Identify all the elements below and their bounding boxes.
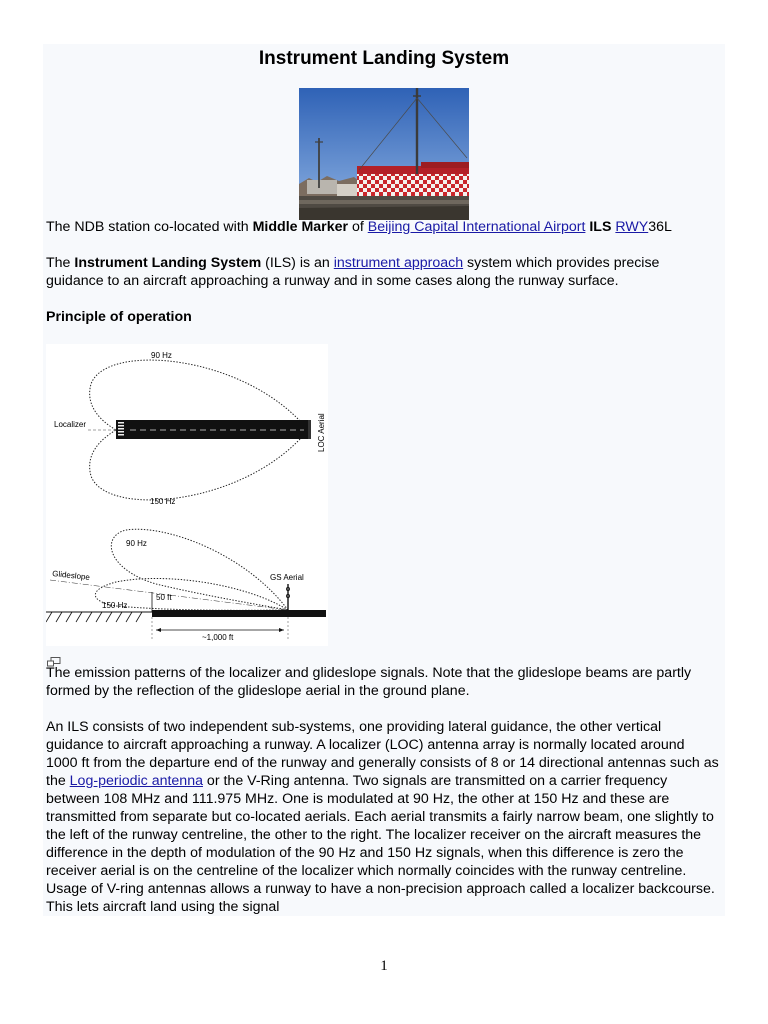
fifty-ft-label: 50 ft (156, 593, 172, 602)
glideslope-label: Glideslope (51, 569, 91, 582)
ndb-station-photo (299, 88, 469, 220)
body-text: An ILS consists of two independent sub-systems, one providing lateral guidance, the other vertical guidance to aircraft approaching a runway. A localizer (LOC) antenna array is normally located around 1000 ft from the departure end of the runway and generally consists of 8 or 14 directional antennas such as the (46, 719, 719, 789)
gs-aerial-label: GS Aerial (270, 573, 304, 582)
localizer-label: Localizer (54, 420, 87, 429)
page-number: 1 (380, 958, 388, 974)
intro-text: (ILS) is an (261, 255, 334, 271)
bottom-90hz-label: 90 Hz (126, 539, 147, 548)
bottom-150hz-label: 150 Hz (102, 601, 128, 610)
enlarge-icon[interactable] (47, 654, 61, 664)
caption-text: The NDB station co-located with (46, 219, 253, 235)
page-title: Instrument Landing System (258, 48, 510, 69)
intro-bold-term: Instrument Landing System (74, 255, 262, 271)
link-beijing-capital-airport[interactable]: Beijing Capital International Airport (367, 219, 586, 235)
top-150hz-label: 150 Hz (150, 497, 176, 506)
section-heading: Principle of operation (46, 309, 192, 325)
body-paragraph (46, 718, 720, 916)
link-log-periodic-antenna[interactable]: Log-periodic antenna (69, 773, 203, 789)
intro-text: The (46, 255, 75, 271)
link-instrument-approach[interactable]: instrument approach (333, 255, 464, 271)
intro-paragraph (46, 254, 720, 290)
photo-caption (46, 218, 720, 236)
caption-text: of (348, 219, 368, 235)
ils-emission-diagram (46, 344, 328, 646)
thousand-ft-label: ~1,000 ft (202, 633, 234, 642)
intro-text: system which provides precise guidance to an aircraft approaching a runway and in some cases along the runway surface. (46, 255, 660, 289)
link-rwy[interactable]: RWY (615, 219, 649, 235)
top-90hz-label: 90 Hz (151, 351, 172, 360)
figure-caption: The emission patterns of the localizer and glideslope signals. Note that the glideslope beams are partly formed by the reflection of the glideslope aerial in the ground plane. (46, 665, 692, 699)
caption-bold-middle-marker: Middle Marker (252, 219, 349, 235)
loc-aerial-label: LOC Aerial (317, 413, 326, 452)
body-text: or the V-Ring antenna. Two signals are transmitted on a carrier frequency between 108 MHz and 111.975 MHz. One is modulated at 90 Hz, the other at 150 Hz and these are transmitted from separate but co-located aerials. Each aerial transmits a fairly narrow beam, one slightly to the left of the runway centreline, the other to the right. The localizer receiver on the aircraft measures the difference in the depth of modulation of the 90 Hz and 150 Hz signals, when this difference is zero the receiver aerial is on the centreline of the localizer which normally coincides with the runway centreline. Usage of V-ring antennas allows a runway to have a non-precision approach called a localizer backcourse. This lets aircraft land using the signal (46, 773, 715, 915)
document-page (43, 44, 725, 916)
caption-text: 36L (648, 219, 672, 235)
caption-bold-ils: ILS (589, 219, 612, 235)
